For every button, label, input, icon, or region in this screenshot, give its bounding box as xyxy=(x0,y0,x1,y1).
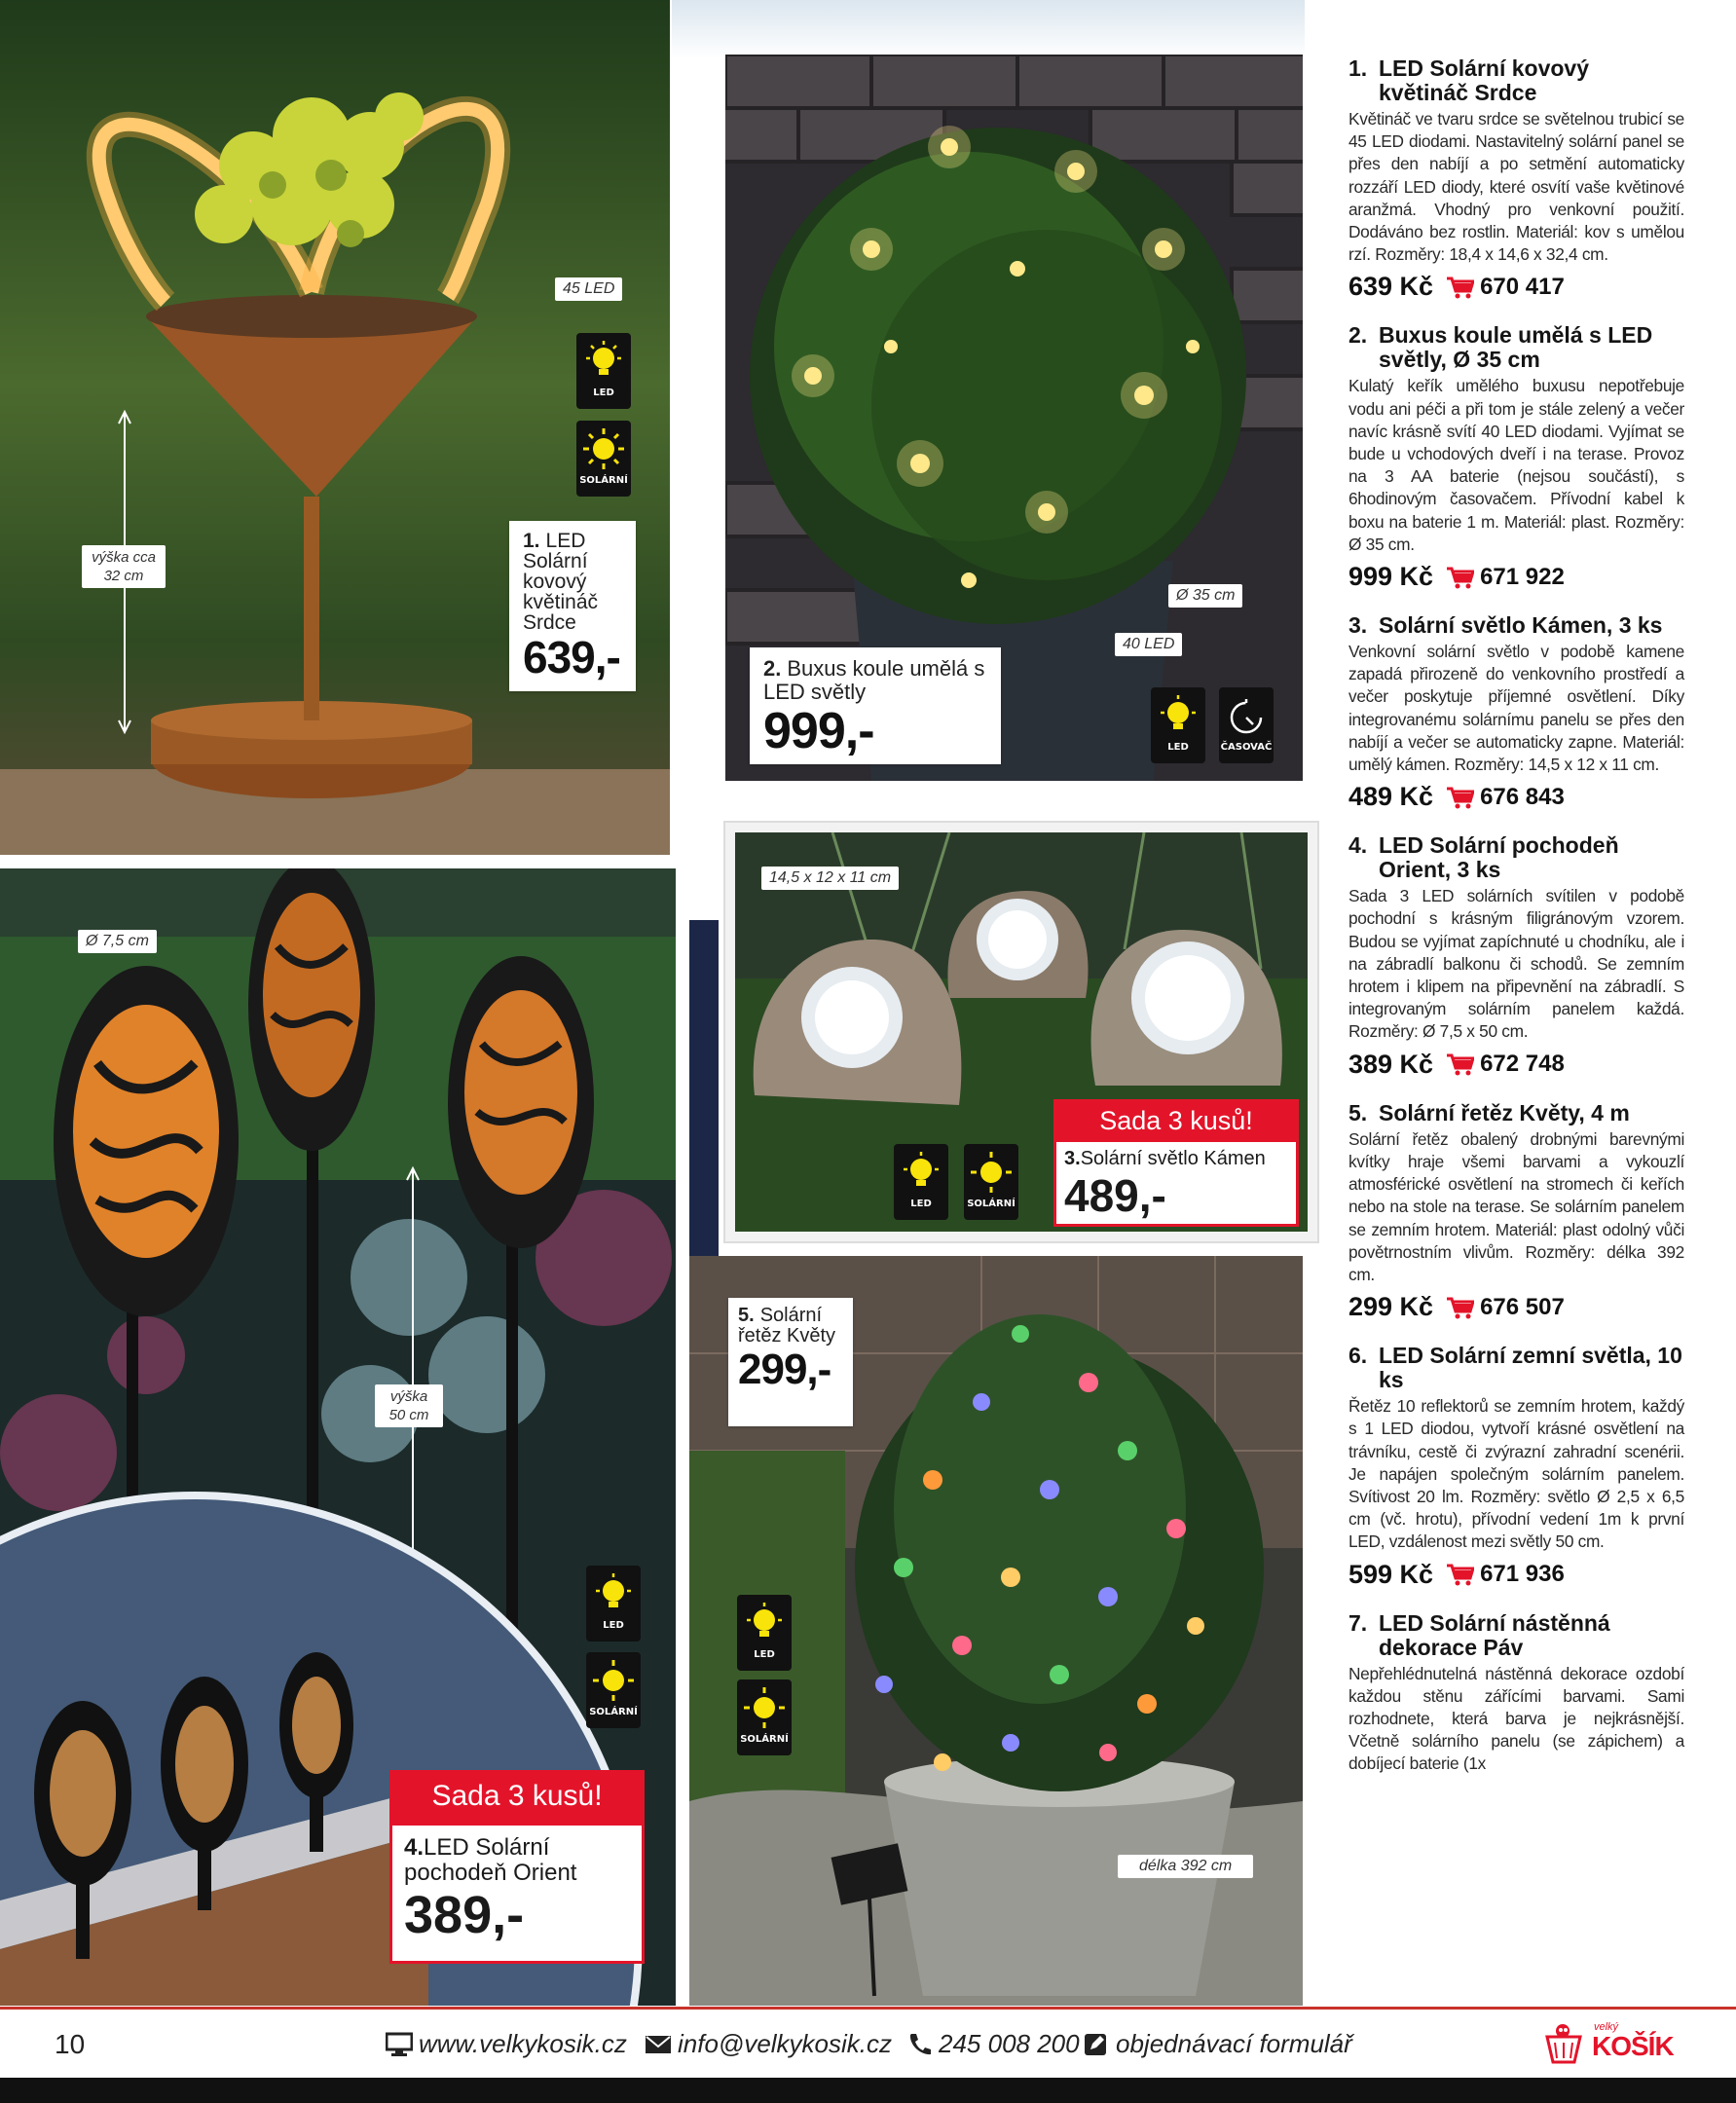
solar-sun-icon xyxy=(969,1150,1014,1195)
pricebox-4-num: 4. xyxy=(404,1834,425,1861)
timer-badge xyxy=(1219,687,1274,763)
product-entry xyxy=(1348,1611,1684,1776)
cart-icon xyxy=(1447,1296,1474,1319)
product-photo-heart-planter xyxy=(0,0,670,855)
led-bulb-icon xyxy=(1156,693,1200,738)
pricebox-1-num: 1. xyxy=(523,530,540,552)
product-title: Buxus koule umělá s LED světly, Ø 35 cm xyxy=(1379,322,1653,373)
solar-badge-label: SOLÁRNÍ xyxy=(589,1707,638,1717)
top-background xyxy=(672,0,1305,58)
pricebox-5-label: Solární řetěz Květy xyxy=(738,1305,836,1347)
form-icon xyxy=(1083,2032,1110,2057)
product-entry xyxy=(1348,833,1684,1079)
product-description: Řetěz 10 reflektorů se zemním hrotem, každý s 1 LED diodou, vytvoří krásné osvětlení na trávníku, cestě či zvýrazní zahradní scenérii. Je napájen společným solárním panelem. Svítivost 20 lm. Rozměry: světlo Ø 2,5 x 6,5 cm (vč. hrotu), přívodní vedení 1m k první LED, vzdálenost mezi světly 50 cm. xyxy=(1348,1396,1684,1552)
monitor-icon xyxy=(386,2032,413,2057)
led-bulb-icon xyxy=(581,339,626,384)
product-title: LED Solární pochodeň Orient, 3 ks xyxy=(1379,832,1619,883)
product-entry xyxy=(1348,56,1684,302)
product-number: 4. xyxy=(1348,832,1368,859)
product-price: 999 Kč xyxy=(1348,562,1434,592)
footer-phone-link[interactable] xyxy=(905,2029,1080,2059)
product-descriptions xyxy=(1348,56,1684,1797)
height-tag: výška cca 32 cm xyxy=(82,545,166,588)
led-badge-label: LED xyxy=(910,1199,932,1209)
pricebox-4-label: LED Solární pochodeň Orient xyxy=(404,1834,577,1886)
footer xyxy=(0,2010,1736,2078)
product-description: Nepřehlédnutelná nástěnná dekorace ozdobí každou stěnu zářícími barvami. Sami rozhodnete, která barva je nejkrásnější. Včetně solárního panelu (se zápichem) a dobíjecí baterie (1x xyxy=(1348,1663,1684,1774)
diameter-tag: Ø 35 cm xyxy=(1168,584,1242,608)
timer-icon xyxy=(1224,693,1269,738)
product-description: Sada 3 LED solárních svítilen v podobě pochodní s krásným filigránovým vzorem. Budou se vyjímat zapíchnuté u chodníku, ale i na zábradlí balkonu či schodů. Se zemním hrotem i klipem na připevnění na zábradlí. S integrovaným solárním panelem každá. Rozměry: Ø 7,5 x 50 cm. xyxy=(1348,886,1684,1042)
cart-icon xyxy=(1447,786,1474,809)
product-price: 389 Kč xyxy=(1348,1049,1434,1079)
cart-icon xyxy=(1447,276,1474,299)
page-number: 10 xyxy=(55,2029,86,2059)
decorative-band xyxy=(689,920,719,1256)
product-price: 299 Kč xyxy=(1348,1292,1434,1322)
product-title: LED Solární zemní světla, 10 ks xyxy=(1379,1343,1682,1393)
solar-badge-label: SOLÁRNÍ xyxy=(740,1734,789,1745)
pricebox-1 xyxy=(509,521,636,691)
logo-text: KOŠÍK xyxy=(1592,2031,1674,2061)
led-count-tag-2: 40 LED xyxy=(1115,633,1182,656)
footer-web: www.velkykosik.cz xyxy=(419,2029,627,2058)
cart-icon xyxy=(1447,1052,1474,1076)
led-bulb-icon xyxy=(591,1571,636,1616)
pricebox-1-label: LED Solární kovový květináč Srdce xyxy=(523,530,599,634)
product-entry xyxy=(1348,323,1684,592)
product-title: Solární světlo Kámen, 3 ks xyxy=(1379,612,1663,639)
pricebox-2 xyxy=(750,647,1001,764)
solar-sun-icon xyxy=(742,1685,787,1730)
set-banner-4: Sada 3 kusů! xyxy=(389,1770,645,1823)
product-entry xyxy=(1348,1344,1684,1589)
envelope-icon xyxy=(645,2032,672,2057)
product-description: Kulatý keřík umělého buxusu nepotřebuje vodu ani péči a při tom je stále zelený a večer navíc krásně svítí 40 LED diodami. Vyjímat se bude u vchodových dveří i na terase. Provoz na 3 AA baterie (nejsou součástí), s 6hodinovým časovačem. Přívodní kabel k boxu na baterie 1 m. Materiál: plast. Rozměry: Ø 35 cm. xyxy=(1348,376,1684,554)
product-description: Venkovní solární světlo v podobě kamene zapadá přirozeně do venkovního prostředí a večer poskytuje příjemné osvětlení. Díky integrovanému solárnímu panelu se přes den nabíjí a večer se automaticky zapne. Materiál: umělý kámen. Rozměry: 14,5 x 12 x 11 cm. xyxy=(1348,642,1684,775)
pricebox-2-label: Buxus koule umělá s LED světly xyxy=(763,656,985,704)
led-badge-label: LED xyxy=(1167,742,1189,753)
diameter-tag-2: Ø 7,5 cm xyxy=(78,930,157,953)
product-number: 6. xyxy=(1348,1343,1368,1369)
pricebox-3-label: Solární světlo Kámen xyxy=(1080,1148,1266,1169)
dims-tag: 14,5 x 12 x 11 cm xyxy=(761,867,899,890)
pricebox-3-num: 3. xyxy=(1064,1148,1081,1169)
led-count-tag: 45 LED xyxy=(555,277,622,301)
footer-phone: 245 008 200 xyxy=(939,2029,1080,2058)
solar-badge-4 xyxy=(586,1652,641,1728)
product-description: Solární řetěz obalený drobnými barevnými kvítky hraje všemi barvami a vykouzlí atmosférické osvětlení na stromech či keřích nebo na stole na terase. Se solárním panelem se zemním hrotem. Materiál: plast odolný vůči povětrnostním vlivům. Rozměry: délka 392 cm. xyxy=(1348,1128,1684,1284)
pricebox-3-price: 489,- xyxy=(1064,1170,1166,1221)
footer-email: info@velkykosik.cz xyxy=(678,2029,893,2058)
product-title: Solární řetěz Květy, 4 m xyxy=(1379,1099,1630,1125)
product-price: 599 Kč xyxy=(1348,1559,1434,1589)
product-title: LED Solární nástěnná dekorace Páv xyxy=(1379,1609,1610,1660)
pricebox-5 xyxy=(728,1298,853,1426)
product-number: 1. xyxy=(1348,55,1368,81)
solar-badge-5 xyxy=(737,1679,792,1755)
height-tag-2: výška 50 cm xyxy=(375,1384,443,1427)
footer-email-link[interactable] xyxy=(645,2029,892,2059)
led-bulb-icon xyxy=(899,1150,943,1195)
product-number: 7. xyxy=(1348,1609,1368,1636)
solar-badge-3 xyxy=(964,1144,1018,1220)
product-description: Květináč ve tvaru srdce se světelnou trubicí se 45 LED diodami. Nastavitelný solární panel se přes den nabíjí a po setmění automaticky rozzáří LED diody, které osvítí vaše květinové aranžmá. Vhodný pro venkovní použití. Dodáváno bez rostlin. Materiál: kov s umělou rzí. Rozměry: 18,4 x 14,6 x 32,4 cm. xyxy=(1348,109,1684,265)
product-code: 671 936 xyxy=(1480,1561,1565,1588)
product-number: 5. xyxy=(1348,1099,1368,1125)
led-badge-5 xyxy=(737,1595,792,1671)
pricebox-1-price: 639,- xyxy=(523,632,620,683)
footer-web-link[interactable] xyxy=(386,2029,627,2059)
solar-badge xyxy=(576,421,631,497)
product-number: 2. xyxy=(1348,322,1368,349)
pricebox-2-num: 2. xyxy=(763,656,782,681)
product-title: LED Solární kovový květináč Srdce xyxy=(1379,55,1590,105)
led-badge xyxy=(576,333,631,409)
led-badge-label: LED xyxy=(593,387,614,398)
product-code: 671 922 xyxy=(1480,563,1565,590)
product-code: 676 507 xyxy=(1480,1293,1565,1320)
footer-form: objednávací formulář xyxy=(1116,2029,1352,2058)
product-entry xyxy=(1348,613,1684,812)
logo-small-text: velký xyxy=(1594,2021,1619,2033)
bottom-bar xyxy=(0,2078,1736,2103)
cart-icon xyxy=(1447,1563,1474,1586)
phone-icon xyxy=(905,2032,933,2057)
pricebox-5-price: 299,- xyxy=(738,1346,831,1393)
solar-sun-icon xyxy=(591,1658,636,1703)
product-code: 676 843 xyxy=(1480,783,1565,810)
solar-badge-label: SOLÁRNÍ xyxy=(579,475,628,486)
set-banner-3: Sada 3 kusů! xyxy=(1053,1099,1299,1142)
led-bulb-icon xyxy=(742,1601,787,1645)
product-code: 672 748 xyxy=(1480,1051,1565,1078)
pricebox-5-num: 5. xyxy=(738,1305,755,1326)
led-badge-label: LED xyxy=(603,1620,624,1631)
velky-kosik-logo[interactable] xyxy=(1543,2019,1689,2070)
pricebox-3 xyxy=(1053,1139,1299,1227)
product-price: 489 Kč xyxy=(1348,782,1434,812)
product-entry xyxy=(1348,1101,1684,1322)
product-number: 3. xyxy=(1348,612,1368,639)
timer-badge-label: ČASOVAČ xyxy=(1220,742,1273,753)
product-code: 670 417 xyxy=(1480,273,1565,300)
cart-icon xyxy=(1447,566,1474,589)
pricebox-2-price: 999,- xyxy=(763,703,874,759)
product-price: 639 Kč xyxy=(1348,272,1434,302)
led-badge-label: LED xyxy=(754,1649,775,1660)
solar-sun-icon xyxy=(581,426,626,471)
pricebox-4 xyxy=(389,1823,645,1964)
solar-badge-label: SOLÁRNÍ xyxy=(967,1199,1016,1209)
length-tag: délka 392 cm xyxy=(1118,1855,1253,1878)
footer-form-link[interactable] xyxy=(1083,2029,1352,2059)
led-badge-2 xyxy=(1151,687,1205,763)
led-badge-4 xyxy=(586,1566,641,1642)
led-badge-3 xyxy=(894,1144,948,1220)
pricebox-4-price: 389,- xyxy=(404,1886,525,1944)
